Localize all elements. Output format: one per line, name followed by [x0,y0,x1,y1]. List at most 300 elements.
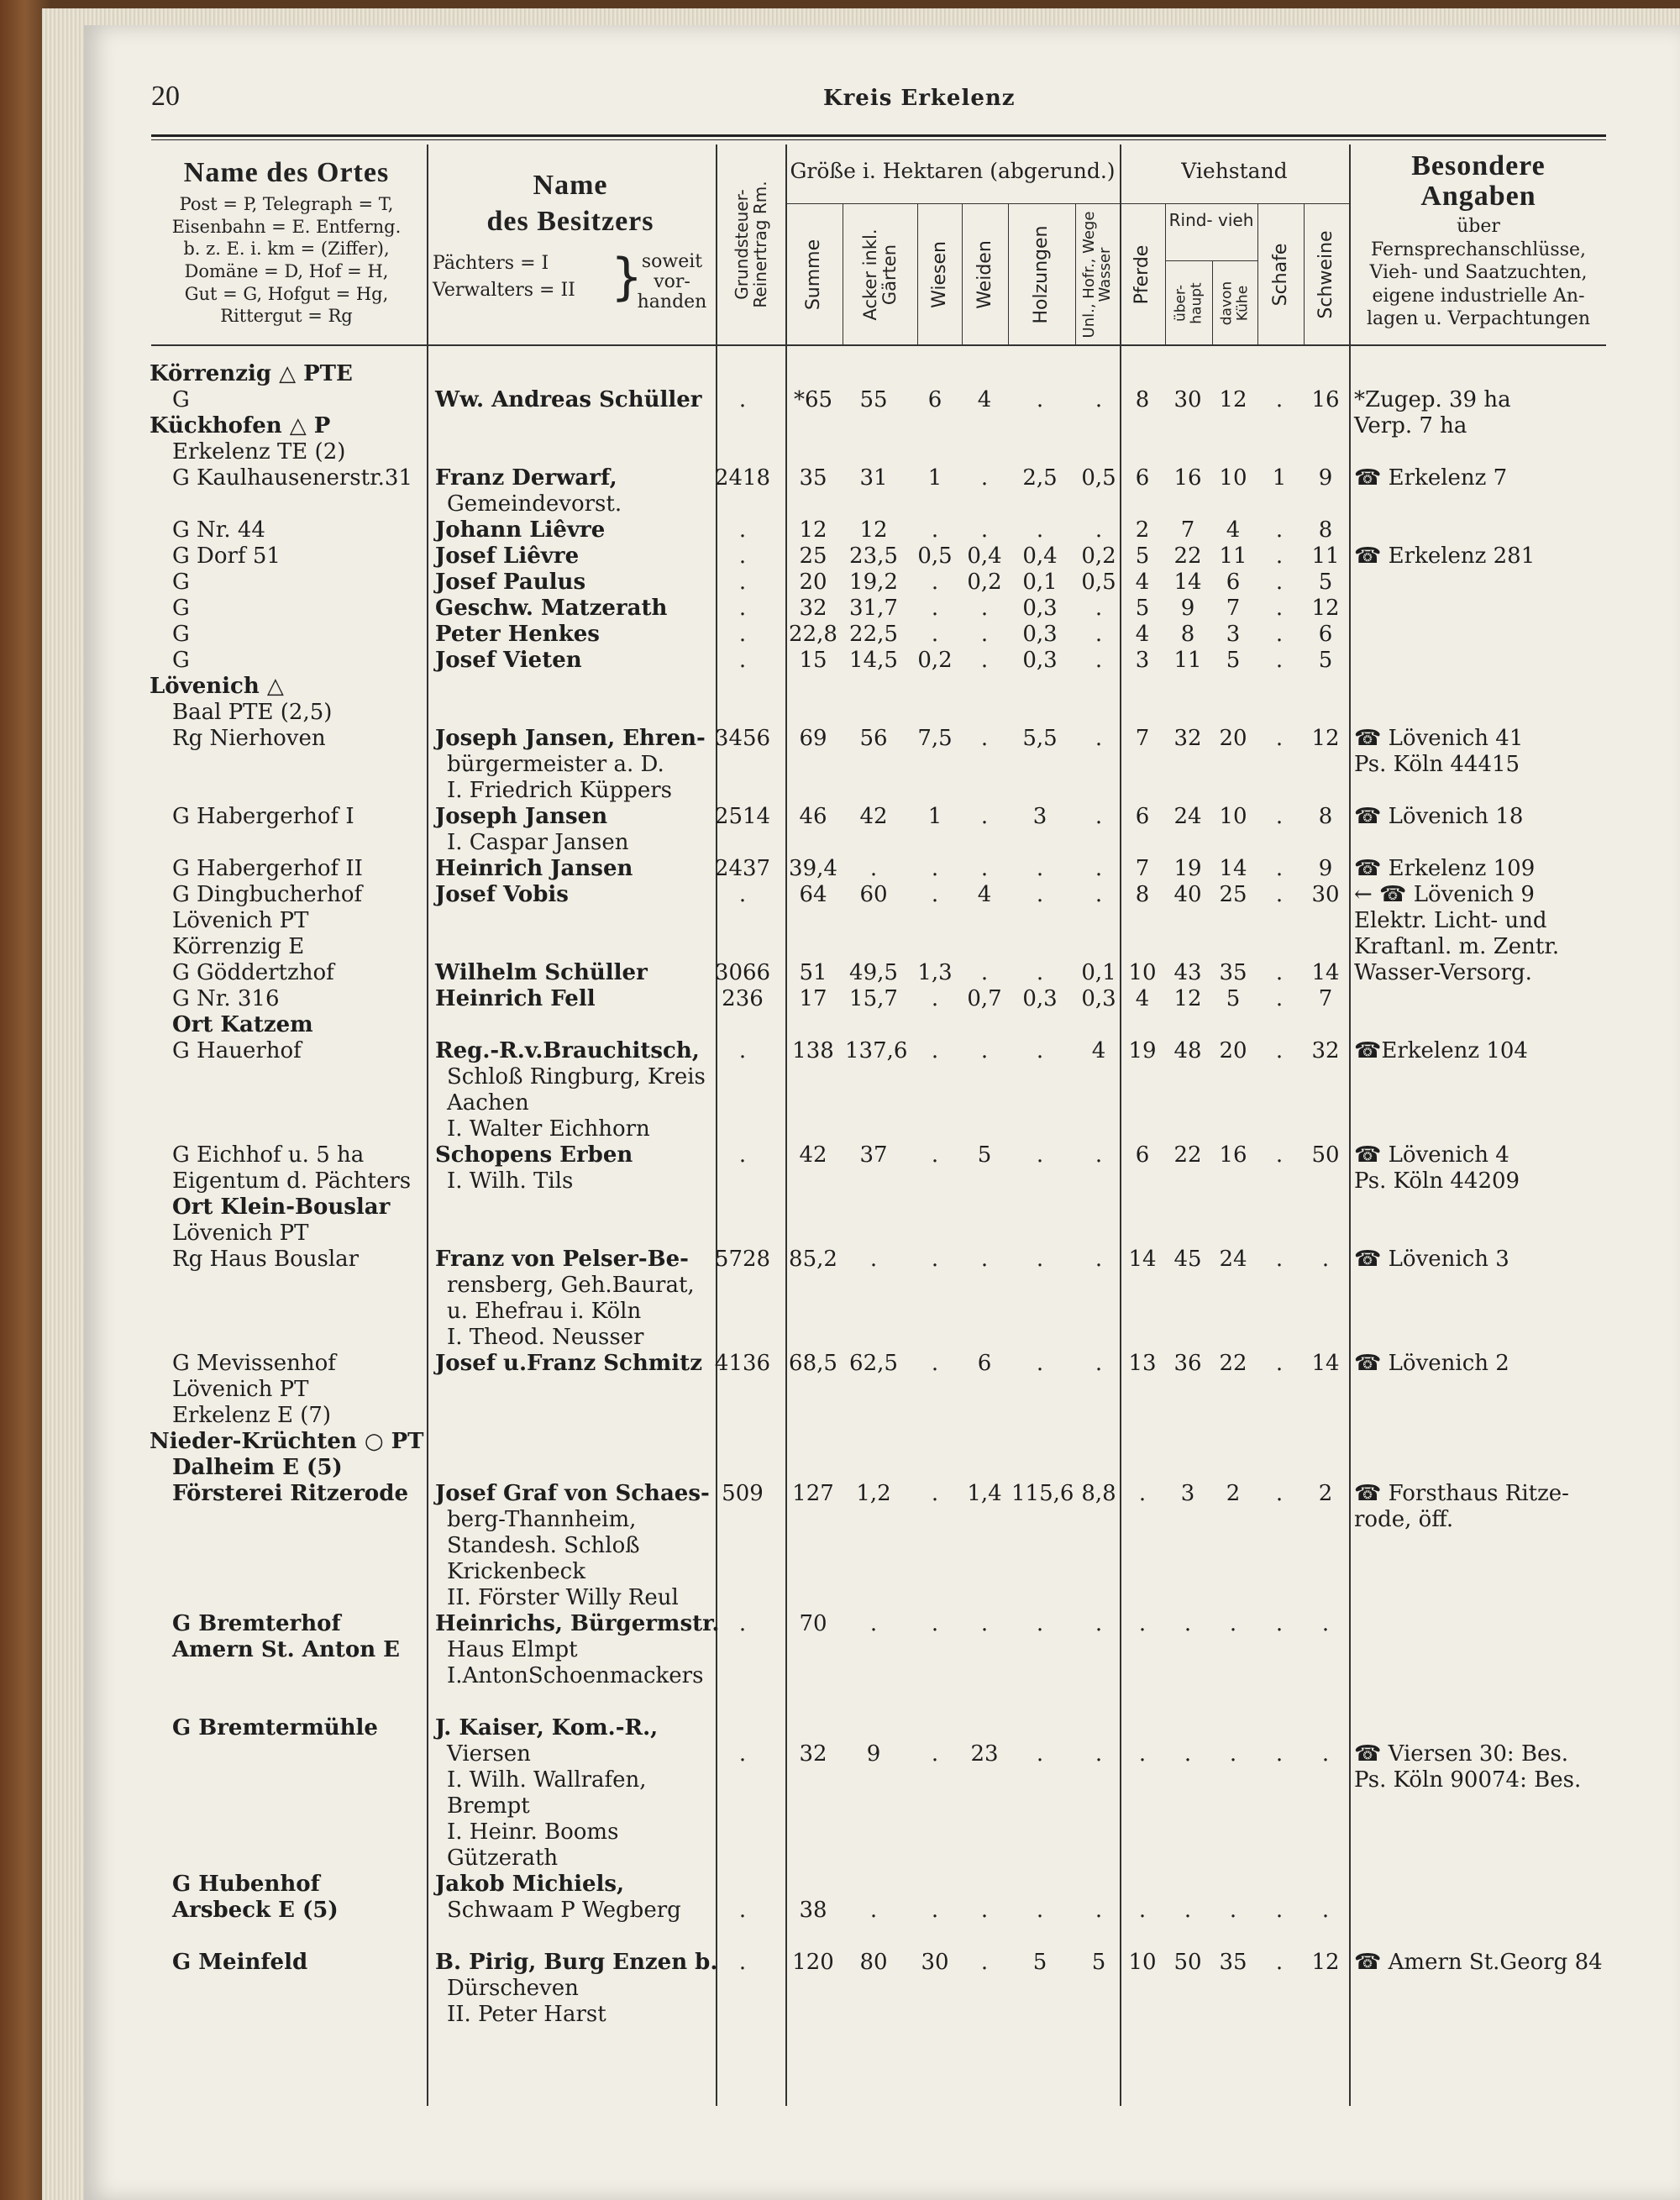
summe-cell: 120 [792,1950,834,1975]
special-cell: ☎ Lövenich 41 [1354,726,1524,751]
weiden-cell: 5 [977,1142,992,1168]
schafe-cell: . [1275,986,1284,1011]
weiden-cell: . [980,596,989,621]
special-cell: ☎ Lövenich 2 [1354,1351,1509,1376]
besitzer-cell: I. Wilh. Wallrafen, [447,1767,647,1793]
holz-cell: 0,3 [1022,648,1058,673]
kuehe-cell: 5 [1226,648,1241,673]
header-grundsteuer: Grundsteuer- Reinertrag Rm. [731,181,770,308]
summe-cell: 39,4 [789,856,837,881]
kuehe-cell: 5 [1226,986,1241,1011]
kuehe-cell: 35 [1219,960,1247,985]
ort-cell: Rg Haus Bouslar [172,1247,360,1272]
wiesen-cell: . [931,517,939,543]
acker-cell: . [869,856,878,881]
kuehe-cell: 24 [1219,1247,1247,1272]
weiden-cell: . [980,1038,989,1063]
schafe-cell: . [1275,648,1284,673]
grund-cell: 4136 [714,1351,771,1376]
besitzer-cell: u. Ehefrau i. Köln [447,1299,642,1324]
besitzer-cell: Schloß Ringburg, Kreis [447,1064,706,1089]
rind-cell: 24 [1173,804,1202,829]
schweine-cell: 14 [1311,960,1340,985]
holz-cell: 5 [1032,1950,1047,1975]
unl-cell: 5 [1091,1950,1106,1975]
weiden-cell: . [980,517,989,543]
holz-cell: . [1036,1038,1044,1063]
besitzer-cell: Heinrich Fell [435,986,596,1011]
kuehe-cell: 22 [1219,1351,1247,1376]
besitzer-cell: Haus Elmpt [447,1637,578,1662]
ort-cell: G [172,622,190,647]
ort-cell: Erkelenz TE (2) [172,439,346,465]
special-cell: ☎ Erkelenz 7 [1354,465,1508,491]
schafe-cell: . [1275,856,1284,881]
besitzer-cell: Joseph Jansen, Ehren- [435,726,706,751]
holz-cell: 2,5 [1022,465,1058,491]
weiden-cell: . [980,804,989,829]
header-ort-title: Name des Ortes [183,157,390,188]
besitzer-cell: Geschw. Matzerath [435,596,668,621]
schafe-cell: . [1275,726,1284,751]
besitzer-cell: Aachen [447,1090,529,1116]
holz-cell: 0,4 [1022,543,1058,569]
grund-cell: 2437 [714,856,771,881]
special-cell: ☎ Amern St.Georg 84 [1354,1950,1603,1975]
besitzer-cell: Josef Paulus [435,570,586,595]
ort-cell: Arsbeck E (5) [172,1898,339,1923]
header-schweine: Schweine [1315,230,1336,319]
acker-cell: 80 [859,1950,888,1975]
grund-cell: . [738,1898,747,1923]
summe-cell: 64 [799,882,827,907]
grund-cell: . [738,882,747,907]
weiden-cell: 23 [970,1741,999,1767]
pferde-cell: 4 [1135,986,1150,1011]
schweine-cell: 16 [1311,387,1340,412]
brace-icon: } [611,248,643,307]
schafe-cell: . [1275,1950,1284,1975]
pferde-cell: 13 [1128,1351,1157,1376]
besitzer-cell: Johann Liêvre [435,517,606,543]
schweine-cell: 8 [1318,804,1333,829]
schafe-cell: 1 [1272,465,1287,491]
grund-cell: 3066 [714,960,771,985]
grund-cell: . [738,1741,747,1767]
acker-cell: 42 [859,804,888,829]
besitzer-cell: Joseph Jansen [435,804,608,829]
acker-cell: 15,7 [849,986,898,1011]
special-cell: rode, öff. [1354,1507,1454,1532]
wiesen-cell: . [931,1741,939,1767]
besitzer-cell: J. Kaiser, Kom.-R., [435,1715,659,1741]
summe-cell: 46 [799,804,827,829]
header-besitzer-legend: Pächters = I Verwalters = II } soweit vor- handen [433,248,707,313]
group-rule [1165,260,1257,261]
pferde-cell: 14 [1128,1247,1157,1272]
rind-cell: 30 [1173,387,1202,412]
group-rule [1120,203,1349,204]
besitzer-cell: Viersen [447,1741,531,1767]
kuehe-cell: . [1229,1611,1237,1636]
col-divider [1120,144,1121,2106]
ort-cell: Ort Klein-Bouslar [172,1195,391,1220]
schweine-cell: 12 [1311,1950,1340,1975]
besitzer-cell: Josef Vobis [435,882,569,907]
schweine-cell: 12 [1311,596,1340,621]
header-groesse: Größe i. Hektaren (abgerund.) [790,159,1116,183]
special-cell: Wasser-Versorg. [1354,960,1532,985]
page [84,25,1680,2200]
besitzer-cell: Josef Vieten [435,648,582,673]
unl-cell: . [1095,804,1103,829]
pferde-cell: 5 [1135,543,1150,569]
pferde-cell: . [1138,1481,1147,1506]
schweine-cell: 5 [1318,570,1333,595]
besitzer-cell: Gützerath [447,1846,559,1871]
grund-cell: . [738,517,747,543]
unl-cell: . [1095,856,1103,881]
besitzer-cell: Josef u.Franz Schmitz [435,1351,702,1376]
besitzer-cell: bürgermeister a. D. [447,752,664,777]
besitzer-cell: Heinrich Jansen [435,856,633,881]
special-cell: ☎ Erkelenz 109 [1354,856,1536,881]
besitzer-cell: berg-Thannheim, [447,1507,637,1532]
rind-cell: 50 [1173,1950,1202,1975]
pferde-cell: 7 [1135,856,1150,881]
ort-cell: G Habergerhof II [172,856,363,881]
weiden-cell: . [980,1611,989,1636]
schafe-cell: . [1275,387,1284,412]
summe-cell: 68,5 [789,1351,837,1376]
schafe-cell: . [1275,1351,1284,1376]
acker-cell: 55 [859,387,888,412]
kuehe-cell: 25 [1219,882,1247,907]
summe-cell: *65 [793,387,833,412]
besitzer-cell: Brempt [447,1793,530,1819]
pferde-cell: 19 [1128,1038,1157,1063]
besitzer-cell: Reg.-R.v.Brauchitsch, [435,1038,700,1063]
ort-cell: Lövenich PT [172,1377,309,1402]
running-title: Kreis Erkelenz [823,86,1016,111]
grund-cell: 2418 [714,465,771,491]
schweine-cell: 50 [1311,1142,1340,1168]
summe-cell: 22,8 [789,622,837,647]
special-cell: ☎ Lövenich 4 [1354,1142,1509,1168]
kuehe-cell: . [1229,1741,1237,1767]
wiesen-cell: . [931,986,939,1011]
header-ort-legend: Post = P, Telegraph = T, Eisenbahn = E. Entferng. b. z. E. i. km = (Ziffer), Domäne = D, Hof = H, Gut = G, Hofgut = Hg, Rittergut = Rg [171,194,402,327]
schafe-cell: . [1275,960,1284,985]
schweine-cell: 5 [1318,648,1333,673]
unl-cell: . [1095,648,1103,673]
schafe-cell: . [1275,1481,1284,1506]
unl-cell: . [1095,1247,1103,1272]
holz-cell: 0,1 [1022,570,1058,595]
weiden-cell: 0,7 [967,986,1002,1011]
special-cell: ← ☎ Lövenich 9 [1354,882,1535,907]
ort-cell: G Habergerhof I [172,804,354,829]
besitzer-cell: II. Förster Willy Reul [447,1585,679,1610]
kuehe-cell: 10 [1219,804,1247,829]
header-rule [151,344,1606,346]
besitzer-cell: Heinrichs, Bürgermstr. [435,1611,720,1636]
grund-cell: . [738,570,747,595]
holz-cell: . [1036,856,1044,881]
rind-cell: 14 [1173,570,1202,595]
wiesen-cell: . [931,882,939,907]
col-divider [785,144,787,2106]
unl-cell: 0,2 [1081,543,1116,569]
acker-cell: 12 [859,517,888,543]
weiden-cell: 6 [977,1351,992,1376]
schafe-cell: . [1275,804,1284,829]
ort-cell: Nieder-Krüchten ○ PT [150,1429,424,1454]
pferde-cell: 6 [1135,465,1150,491]
header-schafe: Schafe [1269,243,1291,307]
summe-cell: 70 [799,1611,827,1636]
ort-cell: G Bremtermühle [172,1715,378,1741]
rind-cell: 16 [1173,465,1202,491]
wiesen-cell: . [931,1247,939,1272]
ort-cell: G Bremterhof [172,1611,341,1636]
special-cell: Ps. Köln 44209 [1354,1168,1520,1194]
rind-cell: 32 [1173,726,1202,751]
acker-cell: 31,7 [849,596,898,621]
header-special-legend: über Fernsprechanschlüsse, Vieh- und Saatzuchten, eigene industrielle An- lagen u. Verpachtungen [1366,216,1591,329]
ort-cell: Rg Nierhoven [172,726,326,751]
special-cell: Ps. Köln 44415 [1354,752,1520,777]
wiesen-cell: . [931,1351,939,1376]
unl-cell: . [1095,596,1103,621]
col-divider [1349,144,1351,2106]
schafe-cell: . [1275,882,1284,907]
schafe-cell: . [1275,570,1284,595]
summe-cell: 20 [799,570,827,595]
pferde-cell: 8 [1135,387,1150,412]
special-cell: *Zugep. 39 ha [1354,387,1511,412]
acker-cell: . [869,1611,878,1636]
special-cell: ☎Erkelenz 104 [1354,1038,1528,1063]
summe-cell: 85,2 [789,1247,837,1272]
top-rule [151,134,1606,137]
wiesen-cell: 6 [927,387,942,412]
pferde-cell: 10 [1128,960,1157,985]
schafe-cell: . [1275,543,1284,569]
unl-cell: . [1095,1741,1103,1767]
summe-cell: 42 [799,1142,827,1168]
kuehe-cell: 16 [1219,1142,1247,1168]
unl-cell: 0,5 [1081,465,1116,491]
special-cell: ☎ Lövenich 3 [1354,1247,1509,1272]
rind-cell: 7 [1180,517,1195,543]
grund-cell: . [738,1611,747,1636]
wiesen-cell: . [931,856,939,881]
wiesen-cell: . [931,570,939,595]
holz-cell: 0,3 [1022,596,1058,621]
holz-cell: . [1036,1247,1044,1272]
weiden-cell: . [980,648,989,673]
ort-cell: Försterei Ritzerode [172,1481,408,1506]
rind-cell: . [1184,1611,1192,1636]
schafe-cell: . [1275,622,1284,647]
unl-cell: . [1095,387,1103,412]
holz-cell: . [1036,1611,1044,1636]
ort-cell: G Hubenhof [172,1872,320,1897]
holz-cell: . [1036,387,1044,412]
ort-cell: G Dorf 51 [172,543,281,569]
besitzer-cell: Gemeindevorst. [447,491,622,517]
acker-cell: 1,2 [856,1481,891,1506]
schafe-cell: . [1275,596,1284,621]
ort-cell: G Eichhof u. 5 ha [172,1142,365,1168]
unl-cell: . [1095,622,1103,647]
wiesen-cell: 1 [927,804,942,829]
rind-cell: 11 [1173,648,1202,673]
summe-cell: 17 [799,986,827,1011]
rind-cell: . [1184,1741,1192,1767]
besitzer-cell: B. Pirig, Burg Enzen b. [435,1950,718,1975]
grund-cell: . [738,543,747,569]
unl-cell: . [1095,726,1103,751]
holz-cell: . [1036,517,1044,543]
col-divider [716,144,717,2106]
summe-cell: 35 [799,465,827,491]
unl-cell: . [1095,1611,1103,1636]
besitzer-cell: Standesh. Schloß [447,1533,640,1558]
weiden-cell: . [980,726,989,751]
pferde-cell: . [1138,1898,1147,1923]
holz-cell: . [1036,882,1044,907]
pferde-cell: 6 [1135,1142,1150,1168]
holz-cell: 115,6 [1011,1481,1074,1506]
kuehe-cell: 10 [1219,465,1247,491]
holz-cell: 3 [1032,804,1047,829]
schweine-cell: 14 [1311,1351,1340,1376]
summe-cell: 138 [792,1038,834,1063]
pferde-cell: . [1138,1611,1147,1636]
acker-cell: 19,2 [849,570,898,595]
holz-cell: 0,3 [1022,622,1058,647]
wiesen-cell: 30 [921,1950,949,1975]
schweine-cell: 11 [1311,543,1340,569]
kuehe-cell: . [1229,1898,1237,1923]
besitzer-cell: I. Walter Eichhorn [447,1116,650,1142]
pferde-cell: 4 [1135,622,1150,647]
ort-cell: Lövenich PT [172,1221,309,1246]
schweine-cell: 32 [1311,1038,1340,1063]
ort-cell: G Göddertzhof [172,960,334,985]
unl-cell: . [1095,517,1103,543]
schafe-cell: . [1275,1611,1284,1636]
schweine-cell: 8 [1318,517,1333,543]
holz-cell: . [1036,1741,1044,1767]
holz-cell: 5,5 [1022,726,1058,751]
unl-cell: . [1095,1351,1103,1376]
header-viehstand: Viehstand [1181,159,1288,183]
wiesen-cell: . [931,596,939,621]
besitzer-cell: I.AntonSchoenmackers [447,1663,704,1688]
weiden-cell: . [980,960,989,985]
besitzer-cell: Dürscheven [447,1976,579,2001]
group-rule [785,203,1120,204]
schweine-cell: 7 [1318,986,1333,1011]
ort-cell: G Dingbucherhof [172,882,363,907]
schweine-cell: 6 [1318,622,1333,647]
besitzer-cell: rensberg, Geh.Baurat, [447,1273,695,1298]
holz-cell: . [1036,1142,1044,1168]
pferde-cell: 4 [1135,570,1150,595]
kuehe-cell: 12 [1219,387,1247,412]
rind-cell: 48 [1173,1038,1202,1063]
ort-cell: G [172,387,190,412]
special-cell: ☎ Lövenich 18 [1354,804,1524,829]
acker-cell: . [869,1898,878,1923]
schafe-cell: . [1275,1741,1284,1767]
header-pferde: Pferde [1131,244,1152,305]
header-holzungen: Holzungen [1030,225,1052,324]
schweine-cell: 9 [1318,465,1333,491]
kuehe-cell: 7 [1226,596,1241,621]
kuehe-cell: 6 [1226,570,1241,595]
grund-cell: . [738,1142,747,1168]
schafe-cell: . [1275,1247,1284,1272]
weiden-cell: 0,2 [967,570,1002,595]
header-kuehe: davon Kühe [1218,281,1251,326]
pferde-cell: . [1138,1741,1147,1767]
unl-cell: . [1095,882,1103,907]
weiden-cell: . [980,622,989,647]
schweine-cell: 9 [1318,856,1333,881]
weiden-cell: . [980,465,989,491]
ort-cell: G Kaulhausenerstr.31 [172,465,413,491]
kuehe-cell: 3 [1226,622,1241,647]
rind-cell: 3 [1180,1481,1195,1506]
wiesen-cell: 1 [927,465,942,491]
besitzer-cell: Franz von Pelser-Be- [435,1247,689,1272]
ort-cell: Kückhofen △ P [150,413,331,438]
ort-cell: Lövenich PT [172,908,309,933]
summe-cell: 32 [799,596,827,621]
kuehe-cell: 20 [1219,726,1247,751]
acker-cell: 22,5 [849,622,898,647]
unl-cell: 0,1 [1081,960,1116,985]
ort-cell: Eigentum d. Pächters [172,1168,412,1194]
acker-cell: 60 [859,882,888,907]
besitzer-cell: Krickenbeck [447,1559,585,1584]
ort-cell: G [172,648,190,673]
ort-cell: Körrenzig △ PTE [150,361,353,386]
special-cell: Elektr. Licht- und [1354,908,1547,933]
header-besitzer-title: Name des Besitzers [486,170,654,237]
kuehe-cell: 20 [1219,1038,1247,1063]
schweine-cell: . [1321,1898,1330,1923]
besitzer-cell: Schopens Erben [435,1142,633,1168]
weiden-cell: 4 [977,387,992,412]
rind-cell: 12 [1173,986,1202,1011]
special-cell: ☎ Forsthaus Ritze- [1354,1481,1569,1506]
grund-cell: . [738,622,747,647]
schweine-cell: . [1321,1741,1330,1767]
top-rule-thin [151,139,1606,140]
weiden-cell: 4 [977,882,992,907]
holz-cell: . [1036,1351,1044,1376]
ort-cell: G Nr. 316 [172,986,280,1011]
ort-cell: G Mevissenhof [172,1351,336,1376]
ort-cell: G [172,596,190,621]
rind-cell: . [1184,1898,1192,1923]
wiesen-cell: . [931,1898,939,1923]
